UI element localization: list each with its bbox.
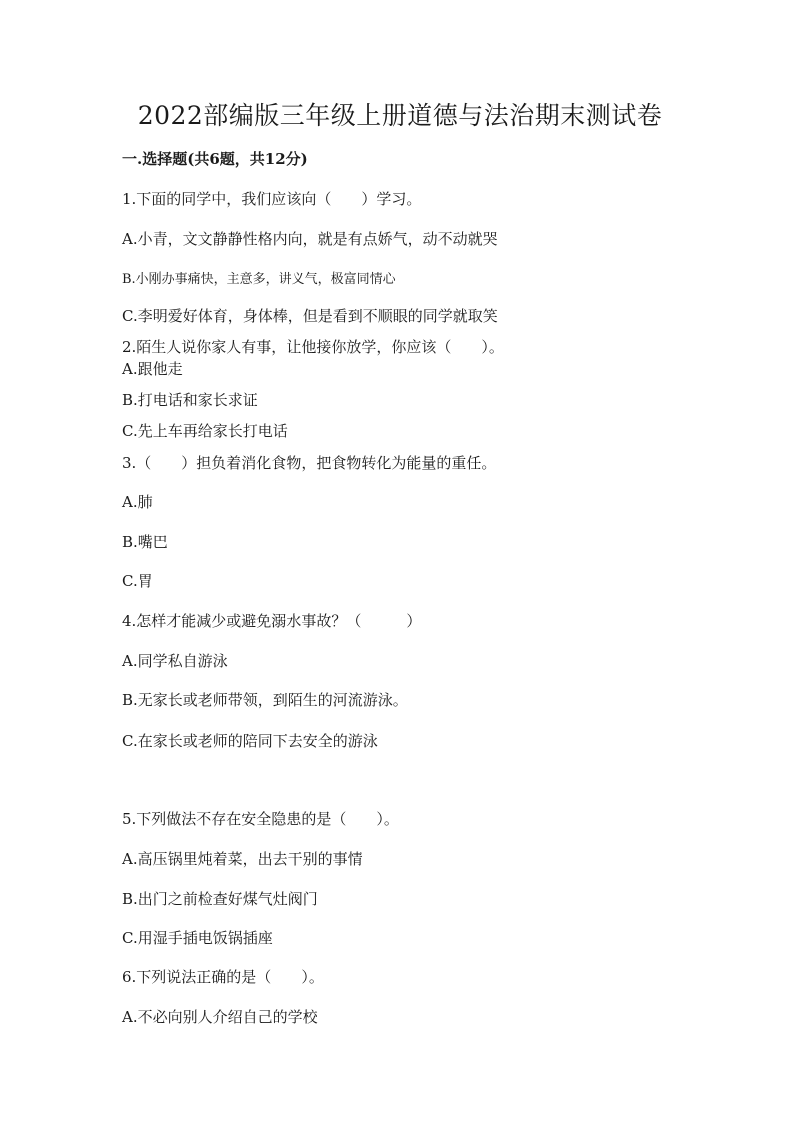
question-4-option-a: A.同学私自游泳	[122, 652, 228, 670]
question-5-stem: 5.下列做法不存在安全隐患的是（ ）。	[122, 810, 399, 828]
question-3-option-b: B.嘴巴	[122, 533, 168, 551]
question-1-option-a: A.小青，文文静静性格内向，就是有点娇气，动不动就哭	[122, 230, 498, 248]
question-2-stem: 2.陌生人说你家人有事，让他接你放学，你应该（ ）。	[122, 338, 504, 356]
question-3-stem: 3.（ ）担负着消化食物，把食物转化为能量的重任。	[122, 454, 497, 472]
section-heading: 一.选择题(共6题，共12分)	[122, 150, 308, 168]
question-4-stem: 4.怎样才能减少或避免溺水事故？（ ）	[122, 612, 422, 630]
question-6-stem: 6.下列说法正确的是（ ）。	[122, 968, 324, 986]
question-1-option-c: C.李明爱好体育，身体棒，但是看到不顺眼的同学就取笑	[122, 307, 498, 325]
question-2-option-c: C.先上车再给家长打电话	[122, 422, 288, 440]
question-2-option-a: A.跟他走	[122, 360, 183, 378]
question-5-option-c: C.用湿手插电饭锅插座	[122, 929, 273, 947]
question-1-option-b: B.小刚办事痛快，主意多，讲义气，极富同情心	[122, 272, 396, 287]
page-title: 2022部编版三年级上册道德与法治期末测试卷	[137, 101, 663, 130]
question-5-option-b: B.出门之前检查好煤气灶阀门	[122, 890, 318, 908]
question-5-option-a: A.高压锅里炖着菜，出去干别的事情	[122, 850, 363, 868]
question-4-option-c: C.在家长或老师的陪同下去安全的游泳	[122, 732, 378, 750]
question-3-option-c: C.胃	[122, 572, 153, 590]
question-6-option-a: A.不必向别人介绍自己的学校	[122, 1008, 318, 1026]
question-1-stem: 1.下面的同学中，我们应该向（ ）学习。	[122, 190, 422, 208]
question-3-option-a: A.肺	[122, 493, 153, 511]
question-2-option-b: B.打电话和家长求证	[122, 391, 258, 409]
question-4-option-b: B.无家长或老师带领，到陌生的河流游泳。	[122, 691, 408, 709]
